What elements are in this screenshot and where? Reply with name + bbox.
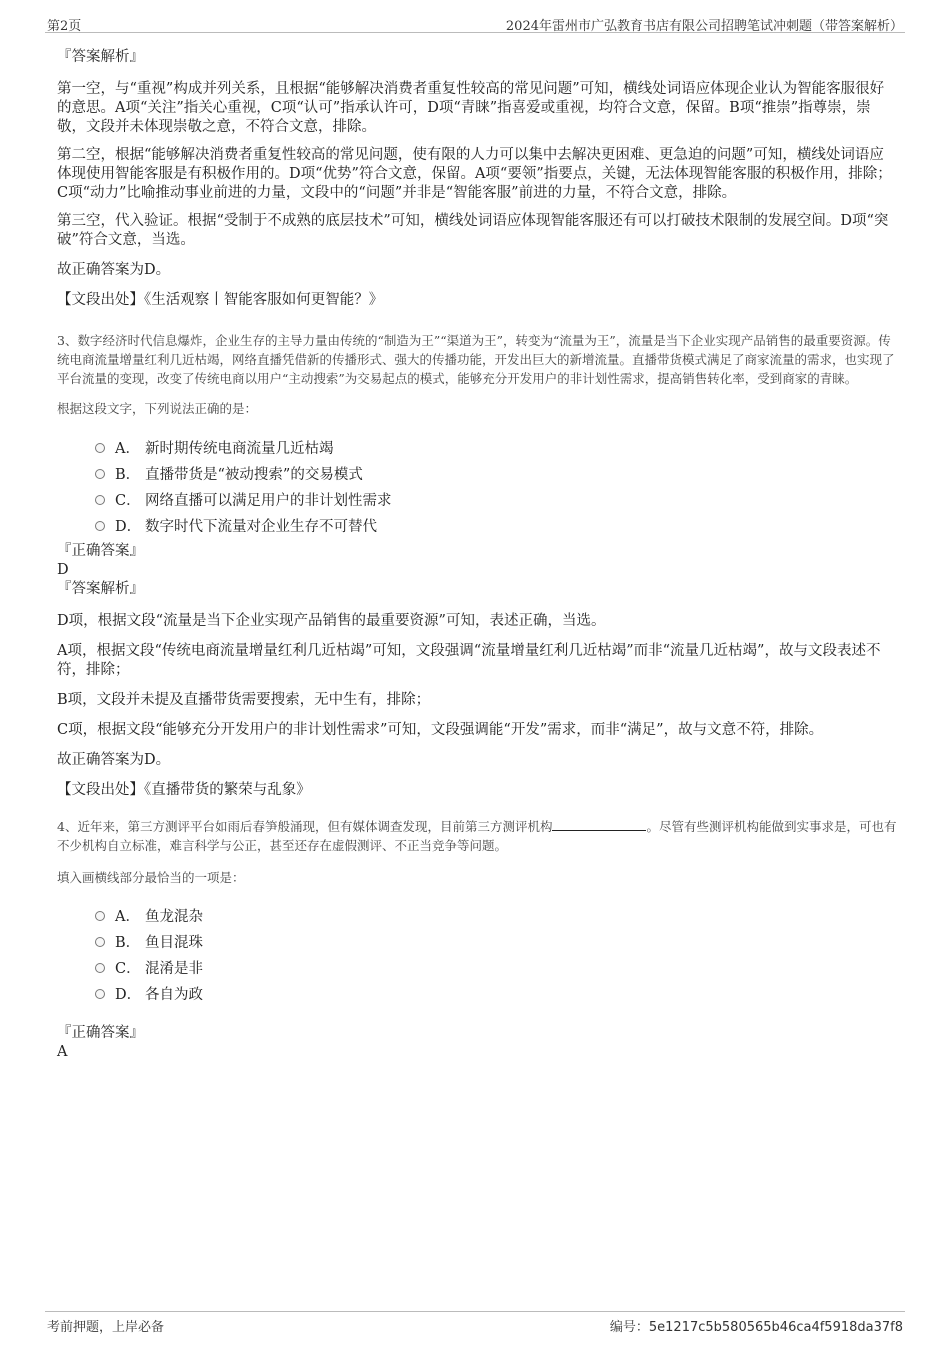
- question-3-prompt: 根据这段文字，下列说法正确的是：: [57, 401, 258, 416]
- correct-answer: D: [57, 562, 69, 578]
- correct-answer: A: [57, 1044, 68, 1060]
- analysis-paragraph-2: A项，根据文段“传统电商流量增量红利几近枯竭”可知，文段强调“流量增量红利几近枯竭”而非“流量几近枯竭”，故与文段表述不符，排除；: [57, 643, 881, 678]
- option-d[interactable]: D． 数字时代下流量对企业生存不可替代: [95, 514, 897, 540]
- footer-slogan: 考前押题，上岸必备: [47, 1320, 165, 1335]
- source-citation: 【文段出处】《直播带货的繁荣与乱象》: [57, 782, 311, 798]
- option-a[interactable]: A． 新时期传统电商流量几近枯竭: [95, 436, 897, 462]
- question-3-options: [95, 436, 897, 540]
- option-text: 新时期传统电商流量几近枯竭: [145, 441, 334, 457]
- analysis-paragraph-4: C项，根据文段“能够充分开发用户的非计划性需求”可知，文段强调能“开发”需求，而非“满足”，故与文意不符，排除。: [57, 722, 824, 738]
- option-text: 各自为政: [145, 987, 203, 1003]
- analysis-paragraph-1: D项，根据文段“流量是当下企业实现产品销售的最重要资源”可知，表述正确，当选。: [57, 613, 606, 629]
- page-content: [57, 46, 897, 1062]
- radio-icon[interactable]: [95, 937, 105, 947]
- analysis-paragraph-1: 第一空，与“重视”构成并列关系，且根据“能够解决消费者重复性较高的常见问题”可知，横线处词语应体现企业认为智能客服很好的意思。A项“关注”指关心重视，C项“认可”指承认许可，D项“青睐”指喜爱或重视，均符合文意，保留。B项“推崇”指尊崇，崇敬，文段并未体现崇敬之意，不符合文意，排除。: [57, 81, 885, 135]
- source-citation: 【文段出处】《生活观察丨智能客服如何更智能？》: [57, 292, 384, 308]
- option-b[interactable]: B． 鱼目混珠: [95, 930, 897, 956]
- analysis-title: 『答案解析』: [57, 49, 144, 65]
- analysis-paragraph-2: 第二空，根据“能够解决消费者重复性较高的常见问题，使有限的人力可以集中去解决更困难、更急迫的问题”可知，横线处词语应体现使用智能客服是有积极作用的。D项“优势”符合文意，保留。A项“要领”指要点，关键，无法体现智能客服的积极作用，排除；C项“动力”比喻推动事业前进的力量，文段中的“问题”并非是“智能客服”前进的力量，不符合文意，排除。: [57, 147, 892, 201]
- option-text: 鱼目混珠: [145, 935, 203, 951]
- option-d[interactable]: D． 各自为政: [95, 982, 897, 1008]
- serial-number: 编号：5e1217c5b580565b46ca4f5918da37f8: [609, 1320, 903, 1335]
- option-c[interactable]: C． 混淆是非: [95, 956, 897, 982]
- analysis-conclusion: 故正确答案为D。: [57, 262, 171, 278]
- option-text: 数字时代下流量对企业生存不可替代: [145, 519, 377, 535]
- question-3-stem: 3、数字经济时代信息爆炸，企业生存的主导力量由传统的“制造为王”“渠道为王”，转变为“流量为王”，流量是当下企业实现产品销售的最重要资源。传统电商流量增量红利几近枯竭，网络直播凭借新的传播形式、强大的传播功能，开发出巨大的新增流量。直播带货模式满足了商家流量的需求，也实现了平台流量的变现，改变了传统电商以用户“主动搜索”为交易起点的模式，能够充分开发用户的非计划性需求，提高销售转化率，受到商家的青睐。: [57, 333, 895, 386]
- radio-icon[interactable]: [95, 963, 105, 973]
- option-text: 混淆是非: [145, 961, 203, 977]
- answer-title: 『正确答案』: [57, 1025, 144, 1041]
- radio-icon[interactable]: [95, 443, 105, 453]
- radio-icon[interactable]: [95, 495, 105, 505]
- radio-icon[interactable]: [95, 989, 105, 999]
- option-b[interactable]: B． 直播带货是“被动搜索”的交易模式: [95, 462, 897, 488]
- analysis-paragraph-3: B项，文段并未提及直播带货需要搜索，无中生有，排除；: [57, 692, 431, 708]
- option-c[interactable]: C． 网络直播可以满足用户的非计划性需求: [95, 488, 897, 514]
- option-a[interactable]: A． 鱼龙混杂: [95, 904, 897, 930]
- analysis-paragraph-3: 第三空，代入验证。根据“受制于不成熟的底层技术”可知，横线处词语应体现智能客服还有可以打破技术限制的发展空间。D项“突破”符合文意，当选。: [57, 213, 889, 248]
- question-4-options: [95, 904, 897, 1008]
- option-text: 鱼龙混杂: [145, 909, 203, 925]
- analysis-title: 『答案解析』: [57, 581, 144, 597]
- answer-title: 『正确答案』: [57, 543, 144, 559]
- page-header: [45, 12, 905, 33]
- question-4-stem: 4、近年来，第三方测评平台如雨后春笋般涌现，但有媒体调查发现，目前第三方测评机构 。尽管有些测评机构能做到实事求是，可也有不少机构自立标准，难言科学与公正，甚至还存在虚假测评、不正当竞争等问题。: [57, 819, 897, 853]
- option-text: 直播带货是“被动搜索”的交易模式: [145, 467, 363, 483]
- analysis-conclusion: 故正确答案为D。: [57, 752, 171, 768]
- option-text: 网络直播可以满足用户的非计划性需求: [145, 493, 392, 509]
- radio-icon[interactable]: [95, 521, 105, 531]
- page-number: 第2页: [47, 19, 82, 34]
- fill-in-blank: [552, 818, 646, 831]
- document-title: 2024年雷州市广弘教育书店有限公司招聘笔试冲刺题（带答案解析）: [505, 19, 903, 34]
- page-footer: [45, 1311, 905, 1334]
- radio-icon[interactable]: [95, 469, 105, 479]
- radio-icon[interactable]: [95, 911, 105, 921]
- question-4-prompt: 填入画横线部分最恰当的一项是：: [57, 870, 245, 885]
